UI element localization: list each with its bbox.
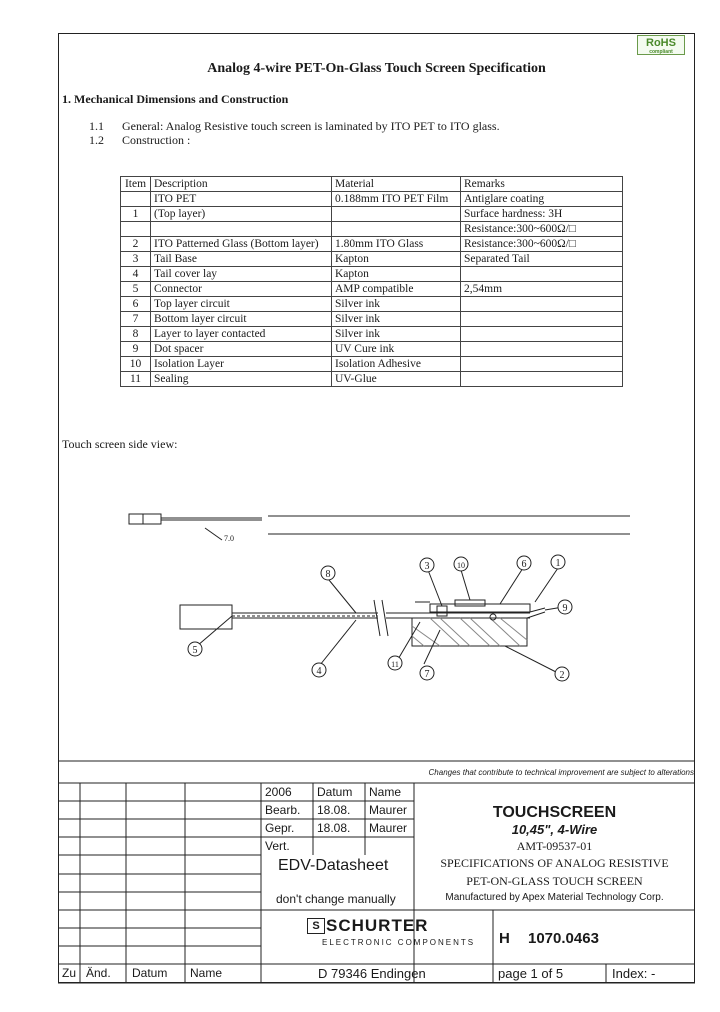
table-cell: Isolation Adhesive [332, 357, 461, 372]
table-cell: 7 [121, 312, 151, 327]
table-cell: Silver ink [332, 297, 461, 312]
table-cell: Layer to layer contacted [151, 327, 332, 342]
table-cell: Tail cover lay [151, 267, 332, 282]
callout-6 [517, 556, 531, 570]
tb-gepr: Gepr. [265, 821, 295, 835]
table-cell: Silver ink [332, 327, 461, 342]
tb-name-header: Name [369, 785, 402, 799]
svg-text:10: 10 [457, 561, 465, 570]
table-cell: Kapton [332, 267, 461, 282]
table-cell: Resistance:300~600Ω/□ [461, 222, 623, 237]
tb-bearb-name: Maurer [369, 803, 408, 817]
table-cell: UV-Glue [332, 372, 461, 387]
table-cell: 8 [121, 327, 151, 342]
tb-index: Index: - [612, 966, 656, 981]
svg-text:3: 3 [424, 561, 430, 572]
table-cell: Tail Base [151, 252, 332, 267]
table-cell: Connector [151, 282, 332, 297]
callout-4 [312, 663, 326, 677]
table-cell: 11 [121, 372, 151, 387]
tb-gepr-date: 18.08. [317, 821, 351, 835]
tb-part: AMT-09537-01 [516, 839, 593, 853]
table-cell: 1 [121, 207, 151, 222]
tb-spec1: SPECIFICATIONS OF ANALOG RESISTIVE [440, 856, 669, 870]
callout-5 [188, 642, 202, 656]
tb-doc-prefix: H [499, 930, 510, 947]
section-heading: 1. Mechanical Dimensions and Construction [62, 92, 289, 106]
callout-3 [420, 558, 434, 572]
tb-gepr-name: Maurer [369, 821, 408, 835]
tb-manufacturer: Manufactured by Apex Material Technology Corp. [445, 892, 664, 903]
item-number: 1.2 [89, 133, 104, 147]
table-cell: ITO Patterned Glass (Bottom layer) [151, 237, 332, 252]
table-cell: 4 [121, 267, 151, 282]
item-number: 1.1 [89, 119, 104, 133]
table-header-cell: Item [121, 177, 151, 192]
table-cell: 9 [121, 342, 151, 357]
callout-2 [555, 667, 569, 681]
svg-text:5: 5 [192, 645, 198, 656]
tb-variant: 10,45", 4-Wire [511, 822, 598, 837]
table-cell: (Top layer) [151, 207, 332, 222]
callout-8 [321, 566, 335, 580]
table-cell: Resistance:300~600Ω/□ [461, 237, 623, 252]
svg-text:4: 4 [316, 666, 322, 677]
callout-10 [454, 557, 468, 571]
table-cell: Top layer circuit [151, 297, 332, 312]
tb-company: SCHURTER [326, 916, 429, 935]
tb-address: D 79346 Endingen [318, 966, 426, 981]
schurter-logo-icon: S [307, 918, 325, 934]
tb-vert: Vert. [265, 839, 290, 853]
tb-spec2: PET-ON-GLASS TOUCH SCREEN [466, 874, 643, 888]
table-cell: Silver ink [332, 312, 461, 327]
svg-text:6: 6 [521, 559, 527, 570]
table-cell: 10 [121, 357, 151, 372]
svg-text:8: 8 [325, 569, 331, 580]
callout-1 [551, 555, 565, 569]
document-title: Analog 4-wire PET-On-Glass Touch Screen Specification [207, 61, 546, 76]
callout-7 [420, 666, 434, 680]
table-cell: AMP compatible [332, 282, 461, 297]
side-view-label: Touch screen side view: [62, 437, 178, 451]
table-header-cell: Material [332, 177, 461, 192]
svg-text:9: 9 [562, 603, 568, 614]
svg-text:11: 11 [391, 660, 399, 669]
svg-text:2: 2 [559, 670, 565, 681]
table-cell: Kapton [332, 252, 461, 267]
disclaimer: Changes that contribute to technical improvement are subject to alterations [428, 768, 694, 777]
table-cell: Dot spacer [151, 342, 332, 357]
item-text: Construction : [122, 133, 191, 147]
tb-col-datum: Datum [132, 966, 168, 980]
item-text: General: Analog Resistive touch screen is laminated by ITO PET to ITO glass. [122, 119, 500, 133]
table-header-cell: Description [151, 177, 332, 192]
table-cell: Separated Tail [461, 252, 623, 267]
svg-text:1: 1 [555, 558, 561, 569]
table-cell: Surface hardness: 3H [461, 207, 623, 222]
table-cell: 1.80mm ITO Glass [332, 237, 461, 252]
table-cell: Antiglare coating [461, 192, 623, 207]
tb-product: TOUCHSCREEN [492, 804, 617, 821]
tb-doc-number: 1070.0463 [528, 930, 599, 947]
tail-connector-shape [129, 514, 161, 524]
tb-page: page 1 of 5 [498, 966, 564, 981]
tb-and: Änd. [86, 966, 111, 980]
table-cell: 6 [121, 297, 151, 312]
table-cell: 5 [121, 282, 151, 297]
table-cell: UV Cure ink [332, 342, 461, 357]
tb-datum-header: Datum [317, 785, 353, 799]
table-header-cell: Remarks [461, 177, 623, 192]
table-cell: 0.188mm ITO PET Film [332, 192, 461, 207]
table-cell: Bottom layer circuit [151, 312, 332, 327]
tb-edv: EDV-Datasheet [278, 857, 389, 874]
table-cell: Sealing [151, 372, 332, 387]
dimension-label: 7.0 [224, 534, 234, 543]
tb-company-sub: ELECTRONIC COMPONENTS [322, 938, 476, 947]
rohs-logo: RoHS compliant [637, 35, 685, 55]
table-cell: 2 [121, 237, 151, 252]
table-cell: 3 [121, 252, 151, 267]
table-cell: ITO PET [151, 192, 332, 207]
callout-11 [388, 656, 402, 670]
callout-9 [558, 600, 572, 614]
tb-zu: Zu [62, 966, 77, 980]
tb-bearb-date: 18.08. [317, 803, 351, 817]
svg-text:7: 7 [424, 669, 430, 680]
table-cell: 2,54mm [461, 282, 623, 297]
tb-col-name: Name [190, 966, 223, 980]
table-cell: Isolation Layer [151, 357, 332, 372]
tb-bearb: Bearb. [265, 803, 301, 817]
tb-dont-change: don't change manually [276, 892, 396, 906]
tb-year: 2006 [265, 785, 292, 799]
